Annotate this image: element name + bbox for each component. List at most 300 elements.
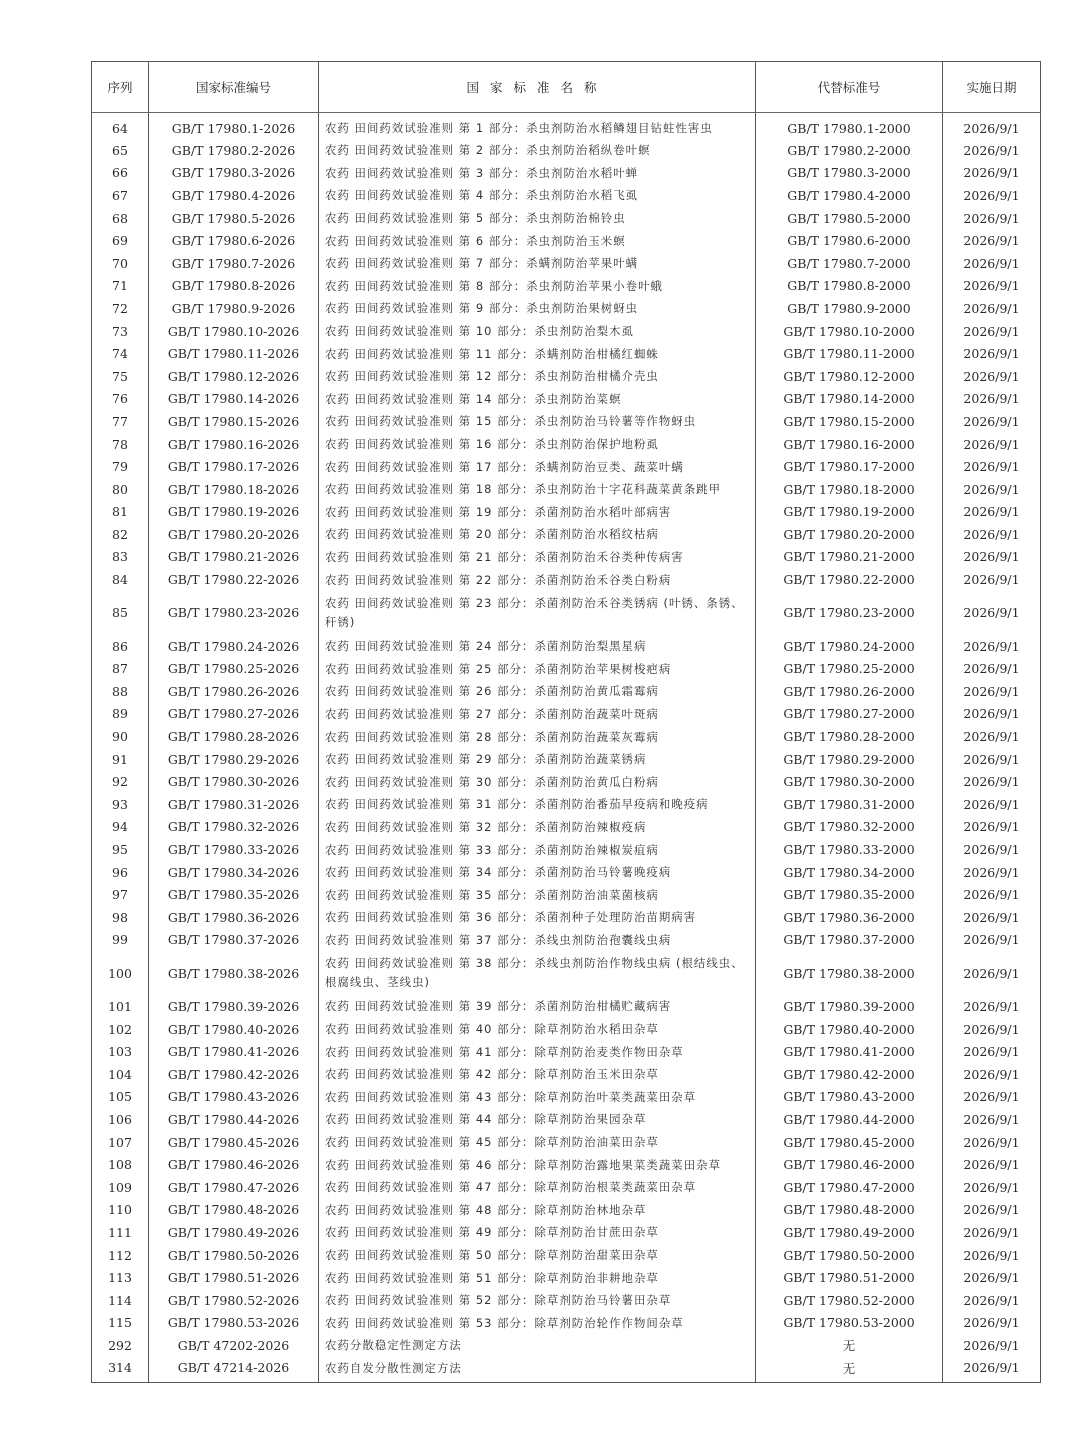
header-standard-code: 国家标准编号 — [149, 62, 319, 113]
row-standard-name: 农药 田间药效试验准则 第 15 部分：杀虫剂防治马铃薯等作物蚜虫 — [319, 410, 756, 433]
row-effective-date: 2026/9/1 — [943, 1244, 1041, 1267]
row-standard-code: GB/T 17980.16-2026 — [149, 433, 319, 456]
table-row — [92, 523, 1041, 546]
table-row — [92, 838, 1041, 861]
row-standard-name: 农药 田间药效试验准则 第 14 部分：杀虫剂防治菜螟 — [319, 388, 756, 411]
row-standard-code: GB/T 17980.15-2026 — [149, 410, 319, 433]
row-replaced-standard: GB/T 17980.16-2000 — [756, 433, 943, 456]
row-seq: 292 — [92, 1334, 149, 1357]
table-row — [92, 995, 1041, 1018]
row-standard-name: 农药 田间药效试验准则 第 45 部分：除草剂防治油菜田杂草 — [319, 1131, 756, 1154]
row-standard-name: 农药 田间药效试验准则 第 17 部分：杀螨剂防治豆类、蔬菜叶螨 — [319, 455, 756, 478]
row-seq: 112 — [92, 1244, 149, 1267]
table-row — [92, 1312, 1041, 1335]
row-standard-code: GB/T 17980.33-2026 — [149, 838, 319, 861]
row-effective-date: 2026/9/1 — [943, 1221, 1041, 1244]
row-standard-name: 农药 田间药效试验准则 第 53 部分：除草剂防治轮作作物间杂草 — [319, 1312, 756, 1335]
row-replaced-standard: GB/T 17980.46-2000 — [756, 1153, 943, 1176]
row-seq: 66 — [92, 162, 149, 185]
header-replaced-standard: 代替标准号 — [756, 62, 943, 113]
table-row — [92, 680, 1041, 703]
row-replaced-standard: GB/T 17980.26-2000 — [756, 680, 943, 703]
row-standard-name: 农药 田间药效试验准则 第 11 部分：杀螨剂防治柑橘红蜘蛛 — [319, 342, 756, 365]
row-standard-name: 农药 田间药效试验准则 第 25 部分：杀菌剂防治苹果树梭疤病 — [319, 657, 756, 680]
row-standard-name: 农药 田间药效试验准则 第 36 部分：杀菌剂种子处理防治苗期病害 — [319, 906, 756, 929]
row-standard-code: GB/T 17980.9-2026 — [149, 297, 319, 320]
row-seq: 98 — [92, 906, 149, 929]
row-standard-name: 农药 田间药效试验准则 第 48 部分：除草剂防治林地杂草 — [319, 1199, 756, 1222]
row-standard-code: GB/T 17980.4-2026 — [149, 184, 319, 207]
row-effective-date: 2026/9/1 — [943, 1176, 1041, 1199]
table-row — [92, 1063, 1041, 1086]
row-seq: 104 — [92, 1063, 149, 1086]
row-replaced-standard: GB/T 17980.32-2000 — [756, 816, 943, 839]
row-seq: 78 — [92, 433, 149, 456]
row-effective-date: 2026/9/1 — [943, 342, 1041, 365]
row-standard-name: 农药 田间药效试验准则 第 18 部分：杀虫剂防治十字花科蔬菜黄条跳甲 — [319, 478, 756, 501]
row-effective-date: 2026/9/1 — [943, 275, 1041, 298]
row-standard-name: 农药 田间药效试验准则 第 42 部分：除草剂防治玉米田杂草 — [319, 1063, 756, 1086]
row-standard-name: 农药 田间药效试验准则 第 16 部分：杀虫剂防治保护地粉虱 — [319, 433, 756, 456]
row-standard-code: GB/T 17980.46-2026 — [149, 1153, 319, 1176]
row-effective-date: 2026/9/1 — [943, 1086, 1041, 1109]
table-row — [92, 883, 1041, 906]
row-effective-date: 2026/9/1 — [943, 591, 1041, 635]
row-replaced-standard: GB/T 17980.14-2000 — [756, 388, 943, 411]
row-effective-date: 2026/9/1 — [943, 703, 1041, 726]
row-effective-date: 2026/9/1 — [943, 1063, 1041, 1086]
row-replaced-standard: GB/T 17980.36-2000 — [756, 906, 943, 929]
row-replaced-standard: GB/T 17980.45-2000 — [756, 1131, 943, 1154]
row-seq: 81 — [92, 501, 149, 524]
row-seq: 90 — [92, 725, 149, 748]
row-replaced-standard: GB/T 17980.53-2000 — [756, 1312, 943, 1335]
row-seq: 95 — [92, 838, 149, 861]
row-standard-code: GB/T 17980.41-2026 — [149, 1040, 319, 1063]
header-row — [92, 62, 1041, 113]
row-effective-date: 2026/9/1 — [943, 1266, 1041, 1289]
row-standard-code: GB/T 17980.40-2026 — [149, 1018, 319, 1041]
row-replaced-standard: GB/T 17980.6-2000 — [756, 229, 943, 252]
row-standard-code: GB/T 17980.48-2026 — [149, 1199, 319, 1222]
table-row — [92, 365, 1041, 388]
row-standard-code: GB/T 17980.18-2026 — [149, 478, 319, 501]
row-replaced-standard: GB/T 17980.7-2000 — [756, 252, 943, 275]
row-standard-name: 农药 田间药效试验准则 第 22 部分：杀菌剂防治禾谷类白粉病 — [319, 568, 756, 591]
row-standard-code: GB/T 47202-2026 — [149, 1334, 319, 1357]
table-row — [92, 951, 1041, 995]
table-body — [92, 113, 1041, 1383]
row-seq: 76 — [92, 388, 149, 411]
row-standard-name: 农药 田间药效试验准则 第 37 部分：杀线虫剂防治孢囊线虫病 — [319, 929, 756, 952]
row-replaced-standard: GB/T 17980.50-2000 — [756, 1244, 943, 1267]
header-effective-date: 实施日期 — [943, 62, 1041, 113]
row-replaced-standard: GB/T 17980.35-2000 — [756, 883, 943, 906]
row-standard-name: 农药 田间药效试验准则 第 12 部分：杀虫剂防治柑橘介壳虫 — [319, 365, 756, 388]
row-seq: 68 — [92, 207, 149, 230]
row-standard-code: GB/T 17980.50-2026 — [149, 1244, 319, 1267]
row-standard-code: GB/T 17980.1-2026 — [149, 113, 319, 140]
row-seq: 80 — [92, 478, 149, 501]
row-effective-date: 2026/9/1 — [943, 1153, 1041, 1176]
row-seq: 87 — [92, 657, 149, 680]
row-standard-code: GB/T 17980.32-2026 — [149, 816, 319, 839]
row-standard-name: 农药 田间药效试验准则 第 2 部分：杀虫剂防治稻纵卷叶螟 — [319, 139, 756, 162]
row-effective-date: 2026/9/1 — [943, 1018, 1041, 1041]
table-row — [92, 1244, 1041, 1267]
table-row — [92, 546, 1041, 569]
table-row — [92, 388, 1041, 411]
row-effective-date: 2026/9/1 — [943, 906, 1041, 929]
row-effective-date: 2026/9/1 — [943, 680, 1041, 703]
row-standard-code: GB/T 17980.38-2026 — [149, 951, 319, 995]
row-seq: 88 — [92, 680, 149, 703]
row-standard-code: GB/T 17980.36-2026 — [149, 906, 319, 929]
row-replaced-standard: GB/T 17980.30-2000 — [756, 770, 943, 793]
row-replaced-standard: GB/T 17980.42-2000 — [756, 1063, 943, 1086]
header-seq: 序列 — [92, 62, 149, 113]
row-standard-name: 农药 田间药效试验准则 第 6 部分：杀虫剂防治玉米螟 — [319, 229, 756, 252]
row-standard-code: GB/T 17980.24-2026 — [149, 635, 319, 658]
row-standard-name: 农药 田间药效试验准则 第 44 部分：除草剂防治果园杂草 — [319, 1108, 756, 1131]
row-replaced-standard: GB/T 17980.5-2000 — [756, 207, 943, 230]
table-row — [92, 1176, 1041, 1199]
row-seq: 71 — [92, 275, 149, 298]
table-row — [92, 478, 1041, 501]
row-standard-code: GB/T 17980.29-2026 — [149, 748, 319, 771]
row-standard-name: 农药 田间药效试验准则 第 7 部分：杀螨剂防治苹果叶螨 — [319, 252, 756, 275]
row-effective-date: 2026/9/1 — [943, 1040, 1041, 1063]
row-standard-name: 农药 田间药效试验准则 第 46 部分：除草剂防治露地果菜类蔬菜田杂草 — [319, 1153, 756, 1176]
row-standard-name: 农药 田间药效试验准则 第 31 部分：杀菌剂防治番茄早疫病和晚疫病 — [319, 793, 756, 816]
row-replaced-standard: GB/T 17980.21-2000 — [756, 546, 943, 569]
row-effective-date: 2026/9/1 — [943, 725, 1041, 748]
row-effective-date: 2026/9/1 — [943, 568, 1041, 591]
table-row — [92, 297, 1041, 320]
row-standard-code: GB/T 17980.26-2026 — [149, 680, 319, 703]
table-row — [92, 1266, 1041, 1289]
row-replaced-standard: GB/T 17980.11-2000 — [756, 342, 943, 365]
row-replaced-standard: GB/T 17980.9-2000 — [756, 297, 943, 320]
table-row — [92, 929, 1041, 952]
table-row — [92, 1357, 1041, 1383]
row-seq: 114 — [92, 1289, 149, 1312]
row-seq: 107 — [92, 1131, 149, 1154]
row-effective-date: 2026/9/1 — [943, 1357, 1041, 1383]
standards-table — [91, 61, 1041, 1383]
row-standard-name: 农药 田间药效试验准则 第 5 部分：杀虫剂防治棉铃虫 — [319, 207, 756, 230]
row-standard-code: GB/T 17980.35-2026 — [149, 883, 319, 906]
table-row — [92, 906, 1041, 929]
row-effective-date: 2026/9/1 — [943, 229, 1041, 252]
table-row — [92, 1334, 1041, 1357]
table-row — [92, 1040, 1041, 1063]
table-row — [92, 455, 1041, 478]
row-effective-date: 2026/9/1 — [943, 365, 1041, 388]
row-standard-code: GB/T 17980.45-2026 — [149, 1131, 319, 1154]
row-standard-code: GB/T 17980.30-2026 — [149, 770, 319, 793]
row-effective-date: 2026/9/1 — [943, 1131, 1041, 1154]
row-standard-name: 农药 田间药效试验准则 第 49 部分：除草剂防治甘蔗田杂草 — [319, 1221, 756, 1244]
row-effective-date: 2026/9/1 — [943, 523, 1041, 546]
row-seq: 77 — [92, 410, 149, 433]
row-standard-name: 农药 田间药效试验准则 第 9 部分：杀虫剂防治果树蚜虫 — [319, 297, 756, 320]
row-seq: 82 — [92, 523, 149, 546]
table-row — [92, 861, 1041, 884]
row-seq: 74 — [92, 342, 149, 365]
row-standard-code: GB/T 17980.44-2026 — [149, 1108, 319, 1131]
row-replaced-standard: GB/T 17980.20-2000 — [756, 523, 943, 546]
row-effective-date: 2026/9/1 — [943, 1108, 1041, 1131]
row-replaced-standard: GB/T 17980.49-2000 — [756, 1221, 943, 1244]
table-row — [92, 184, 1041, 207]
row-replaced-standard: GB/T 17980.3-2000 — [756, 162, 943, 185]
row-effective-date: 2026/9/1 — [943, 1334, 1041, 1357]
header-standard-name: 国家标准名称 — [319, 62, 756, 113]
row-replaced-standard: GB/T 17980.47-2000 — [756, 1176, 943, 1199]
row-standard-code: GB/T 17980.8-2026 — [149, 275, 319, 298]
row-seq: 94 — [92, 816, 149, 839]
row-effective-date: 2026/9/1 — [943, 1312, 1041, 1335]
row-effective-date: 2026/9/1 — [943, 861, 1041, 884]
row-seq: 100 — [92, 951, 149, 995]
row-standard-code: GB/T 17980.34-2026 — [149, 861, 319, 884]
row-seq: 75 — [92, 365, 149, 388]
table-row — [92, 703, 1041, 726]
table-row — [92, 229, 1041, 252]
row-replaced-standard: GB/T 17980.31-2000 — [756, 793, 943, 816]
row-seq: 101 — [92, 995, 149, 1018]
row-standard-name: 农药 田间药效试验准则 第 19 部分：杀菌剂防治水稻叶部病害 — [319, 501, 756, 524]
row-replaced-standard: GB/T 17980.10-2000 — [756, 320, 943, 343]
row-seq: 103 — [92, 1040, 149, 1063]
row-effective-date: 2026/9/1 — [943, 184, 1041, 207]
row-effective-date: 2026/9/1 — [943, 433, 1041, 456]
row-replaced-standard: 无 — [756, 1334, 943, 1357]
row-seq: 79 — [92, 455, 149, 478]
row-effective-date: 2026/9/1 — [943, 501, 1041, 524]
row-standard-name: 农药 田间药效试验准则 第 35 部分：杀菌剂防治油菜菌核病 — [319, 883, 756, 906]
row-standard-code: GB/T 17980.39-2026 — [149, 995, 319, 1018]
table-row — [92, 207, 1041, 230]
row-replaced-standard: GB/T 17980.24-2000 — [756, 635, 943, 658]
row-replaced-standard: GB/T 17980.43-2000 — [756, 1086, 943, 1109]
row-replaced-standard: GB/T 17980.44-2000 — [756, 1108, 943, 1131]
table-row — [92, 1108, 1041, 1131]
row-replaced-standard: GB/T 17980.18-2000 — [756, 478, 943, 501]
row-standard-code: GB/T 17980.51-2026 — [149, 1266, 319, 1289]
table-row — [92, 748, 1041, 771]
row-seq: 96 — [92, 861, 149, 884]
row-replaced-standard: GB/T 17980.38-2000 — [756, 951, 943, 995]
row-standard-code: GB/T 17980.11-2026 — [149, 342, 319, 365]
row-standard-name: 农药 田间药效试验准则 第 50 部分：除草剂防治甜菜田杂草 — [319, 1244, 756, 1267]
row-effective-date: 2026/9/1 — [943, 252, 1041, 275]
table-row — [92, 1199, 1041, 1222]
row-effective-date: 2026/9/1 — [943, 838, 1041, 861]
row-standard-code: GB/T 17980.19-2026 — [149, 501, 319, 524]
row-effective-date: 2026/9/1 — [943, 113, 1041, 140]
row-effective-date: 2026/9/1 — [943, 1199, 1041, 1222]
row-replaced-standard: GB/T 17980.27-2000 — [756, 703, 943, 726]
table-row — [92, 816, 1041, 839]
row-effective-date: 2026/9/1 — [943, 793, 1041, 816]
row-standard-code: GB/T 17980.53-2026 — [149, 1312, 319, 1335]
table-row — [92, 410, 1041, 433]
row-standard-code: GB/T 17980.31-2026 — [149, 793, 319, 816]
row-standard-code: GB/T 17980.37-2026 — [149, 929, 319, 952]
row-standard-name: 农药分散稳定性测定方法 — [319, 1334, 756, 1357]
row-standard-code: GB/T 17980.42-2026 — [149, 1063, 319, 1086]
row-standard-name: 农药 田间药效试验准则 第 4 部分：杀虫剂防治水稻飞虱 — [319, 184, 756, 207]
row-standard-name: 农药 田间药效试验准则 第 27 部分：杀菌剂防治蔬菜叶斑病 — [319, 703, 756, 726]
row-effective-date: 2026/9/1 — [943, 455, 1041, 478]
row-replaced-standard: GB/T 17980.39-2000 — [756, 995, 943, 1018]
row-seq: 93 — [92, 793, 149, 816]
row-standard-code: GB/T 17980.22-2026 — [149, 568, 319, 591]
row-standard-code: GB/T 17980.14-2026 — [149, 388, 319, 411]
row-replaced-standard: GB/T 17980.37-2000 — [756, 929, 943, 952]
row-seq: 85 — [92, 591, 149, 635]
row-effective-date: 2026/9/1 — [943, 995, 1041, 1018]
row-standard-code: GB/T 17980.47-2026 — [149, 1176, 319, 1199]
row-effective-date: 2026/9/1 — [943, 207, 1041, 230]
row-seq: 108 — [92, 1153, 149, 1176]
row-effective-date: 2026/9/1 — [943, 635, 1041, 658]
row-standard-code: GB/T 17980.3-2026 — [149, 162, 319, 185]
row-effective-date: 2026/9/1 — [943, 748, 1041, 771]
row-replaced-standard: GB/T 17980.2-2000 — [756, 139, 943, 162]
row-seq: 67 — [92, 184, 149, 207]
row-replaced-standard: GB/T 17980.29-2000 — [756, 748, 943, 771]
table-row — [92, 113, 1041, 140]
row-replaced-standard: GB/T 17980.1-2000 — [756, 113, 943, 140]
table-row — [92, 320, 1041, 343]
row-standard-code: GB/T 17980.52-2026 — [149, 1289, 319, 1312]
row-replaced-standard: GB/T 17980.8-2000 — [756, 275, 943, 298]
row-seq: 111 — [92, 1221, 149, 1244]
table-row — [92, 162, 1041, 185]
row-seq: 70 — [92, 252, 149, 275]
row-replaced-standard: GB/T 17980.28-2000 — [756, 725, 943, 748]
row-standard-code: GB/T 47214-2026 — [149, 1357, 319, 1383]
row-effective-date: 2026/9/1 — [943, 320, 1041, 343]
row-replaced-standard: GB/T 17980.23-2000 — [756, 591, 943, 635]
row-replaced-standard: GB/T 17980.48-2000 — [756, 1199, 943, 1222]
row-seq: 102 — [92, 1018, 149, 1041]
row-seq: 64 — [92, 113, 149, 140]
table-row — [92, 501, 1041, 524]
row-standard-name: 农药 田间药效试验准则 第 10 部分：杀虫剂防治梨木虱 — [319, 320, 756, 343]
row-seq: 109 — [92, 1176, 149, 1199]
row-replaced-standard: GB/T 17980.4-2000 — [756, 184, 943, 207]
row-effective-date: 2026/9/1 — [943, 951, 1041, 995]
row-standard-name: 农药 田间药效试验准则 第 41 部分：除草剂防治麦类作物田杂草 — [319, 1040, 756, 1063]
row-standard-name: 农药 田间药效试验准则 第 51 部分：除草剂防治非耕地杂草 — [319, 1266, 756, 1289]
row-standard-name: 农药 田间药效试验准则 第 8 部分：杀虫剂防治苹果小卷叶蛾 — [319, 275, 756, 298]
row-effective-date: 2026/9/1 — [943, 1289, 1041, 1312]
row-standard-name: 农药 田间药效试验准则 第 3 部分：杀虫剂防治水稻叶蝉 — [319, 162, 756, 185]
row-replaced-standard: GB/T 17980.19-2000 — [756, 501, 943, 524]
row-replaced-standard: GB/T 17980.33-2000 — [756, 838, 943, 861]
row-seq: 89 — [92, 703, 149, 726]
row-replaced-standard: GB/T 17980.22-2000 — [756, 568, 943, 591]
row-seq: 97 — [92, 883, 149, 906]
row-effective-date: 2026/9/1 — [943, 929, 1041, 952]
table-row — [92, 433, 1041, 456]
row-replaced-standard: GB/T 17980.34-2000 — [756, 861, 943, 884]
row-seq: 110 — [92, 1199, 149, 1222]
row-effective-date: 2026/9/1 — [943, 816, 1041, 839]
row-effective-date: 2026/9/1 — [943, 657, 1041, 680]
row-effective-date: 2026/9/1 — [943, 410, 1041, 433]
table-row — [92, 635, 1041, 658]
table-row — [92, 725, 1041, 748]
table-row — [92, 342, 1041, 365]
row-seq: 72 — [92, 297, 149, 320]
row-standard-code: GB/T 17980.27-2026 — [149, 703, 319, 726]
table-row — [92, 1153, 1041, 1176]
row-standard-name: 农药 田间药效试验准则 第 40 部分：除草剂防治水稻田杂草 — [319, 1018, 756, 1041]
row-effective-date: 2026/9/1 — [943, 546, 1041, 569]
row-standard-code: GB/T 17980.6-2026 — [149, 229, 319, 252]
row-effective-date: 2026/9/1 — [943, 139, 1041, 162]
table-row — [92, 793, 1041, 816]
row-seq: 73 — [92, 320, 149, 343]
row-standard-name: 农药 田间药效试验准则 第 33 部分：杀菌剂防治辣椒炭疽病 — [319, 838, 756, 861]
row-standard-name: 农药 田间药效试验准则 第 23 部分：杀菌剂防治禾谷类锈病 (叶锈、条锈、秆锈) — [319, 591, 756, 635]
row-standard-code: GB/T 17980.23-2026 — [149, 591, 319, 635]
row-standard-code: GB/T 17980.5-2026 — [149, 207, 319, 230]
row-seq: 115 — [92, 1312, 149, 1335]
row-standard-name: 农药 田间药效试验准则 第 29 部分：杀菌剂防治蔬菜锈病 — [319, 748, 756, 771]
table-row — [92, 568, 1041, 591]
row-replaced-standard: GB/T 17980.25-2000 — [756, 657, 943, 680]
row-seq: 84 — [92, 568, 149, 591]
table-row — [92, 770, 1041, 793]
row-standard-name: 农药 田间药效试验准则 第 1 部分：杀虫剂防治水稻鳞翅目钻蛀性害虫 — [319, 113, 756, 140]
row-standard-name: 农药 田间药效试验准则 第 30 部分：杀菌剂防治黄瓜白粉病 — [319, 770, 756, 793]
row-seq: 86 — [92, 635, 149, 658]
table-row — [92, 1018, 1041, 1041]
table-row — [92, 1221, 1041, 1244]
row-standard-name: 农药 田间药效试验准则 第 32 部分：杀菌剂防治辣椒疫病 — [319, 816, 756, 839]
row-replaced-standard: GB/T 17980.41-2000 — [756, 1040, 943, 1063]
row-replaced-standard: GB/T 17980.51-2000 — [756, 1266, 943, 1289]
row-seq: 83 — [92, 546, 149, 569]
row-standard-name: 农药 田间药效试验准则 第 52 部分：除草剂防治马铃薯田杂草 — [319, 1289, 756, 1312]
row-standard-name: 农药 田间药效试验准则 第 47 部分：除草剂防治根菜类蔬菜田杂草 — [319, 1176, 756, 1199]
row-standard-code: GB/T 17980.17-2026 — [149, 455, 319, 478]
row-standard-code: GB/T 17980.20-2026 — [149, 523, 319, 546]
table-row — [92, 657, 1041, 680]
row-standard-code: GB/T 17980.43-2026 — [149, 1086, 319, 1109]
table-row — [92, 252, 1041, 275]
row-standard-name: 农药 田间药效试验准则 第 21 部分：杀菌剂防治禾谷类种传病害 — [319, 546, 756, 569]
row-standard-code: GB/T 17980.2-2026 — [149, 139, 319, 162]
table-row — [92, 139, 1041, 162]
row-replaced-standard: GB/T 17980.52-2000 — [756, 1289, 943, 1312]
table-row — [92, 1131, 1041, 1154]
table-row — [92, 1086, 1041, 1109]
row-standard-name: 农药自发分散性测定方法 — [319, 1357, 756, 1383]
row-replaced-standard: GB/T 17980.15-2000 — [756, 410, 943, 433]
row-standard-name: 农药 田间药效试验准则 第 28 部分：杀菌剂防治蔬菜灰霉病 — [319, 725, 756, 748]
row-standard-code: GB/T 17980.28-2026 — [149, 725, 319, 748]
table-row — [92, 275, 1041, 298]
row-replaced-standard: GB/T 17980.40-2000 — [756, 1018, 943, 1041]
row-seq: 91 — [92, 748, 149, 771]
